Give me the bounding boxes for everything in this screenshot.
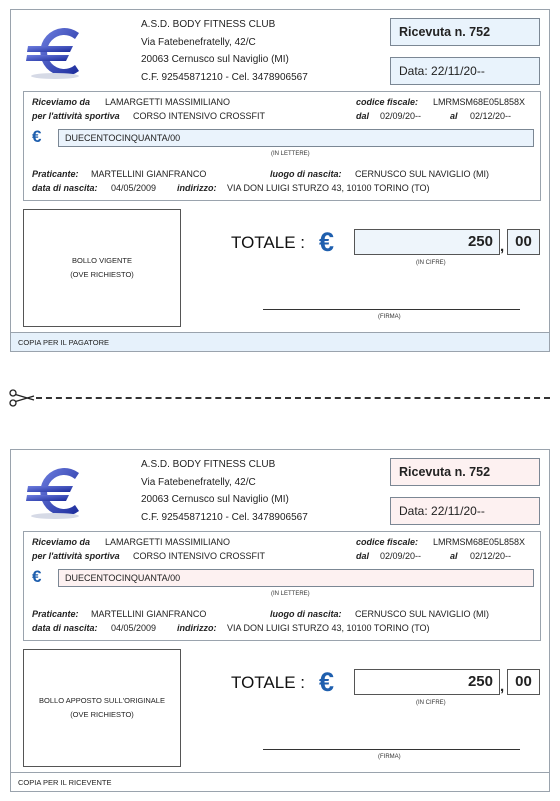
decimal-separator: , (500, 678, 505, 695)
euro-icon: € (319, 667, 335, 697)
receipt-number: Ricevuta n. 752 (390, 458, 540, 486)
dashed-cut-line (36, 397, 550, 399)
copy-footer: COPIA PER IL PAGATORE (11, 332, 549, 351)
label-praticante: Praticante: (32, 609, 79, 619)
club-tax-phone: C.F. 92545871210 - Cel. 3478906567 (141, 511, 308, 523)
label-attivita: per l'attività sportiva (32, 551, 120, 561)
stamp-box (23, 209, 181, 327)
label-al: al (450, 111, 458, 121)
amount-in-words: DUECENTOCINQUANTA/00 (58, 569, 534, 587)
codice-fiscale-value: LMRMSM68E05L858X (433, 97, 526, 107)
amount-cents: 00 (507, 229, 540, 255)
totale-label: TOTALE : (231, 233, 306, 252)
payer-name: LAMARGETTI MASSIMILIANO (105, 537, 231, 547)
euro-icon: € (32, 127, 42, 146)
address-value: VIA DON LUIGI STURZO 43, 10100 TORINO (TO) (227, 183, 430, 193)
date-from: 02/09/20-- (380, 111, 422, 121)
birthdate-value: 04/05/2009 (111, 183, 157, 193)
address-value: VIA DON LUIGI STURZO 43, 10100 TORINO (TO) (227, 623, 430, 633)
copy-footer: COPIA PER IL RICEVENTE (11, 772, 549, 791)
in-lettere-caption: (IN LETTERE) (271, 591, 310, 597)
label-indirizzo: indirizzo: (177, 183, 217, 193)
practitioner-name: MARTELLINI GIANFRANCO (91, 609, 207, 619)
club-tax-phone: C.F. 92545871210 - Cel. 3478906567 (141, 71, 308, 83)
label-dal: dal (356, 551, 370, 561)
birthplace-value: CERNUSCO SUL NAVIGLIO (MI) (355, 609, 490, 619)
payment-details (23, 91, 541, 201)
club-info (141, 456, 308, 526)
club-city: 20063 Cernusco sul Naviglio (MI) (141, 54, 289, 65)
stamp-line-2: (OVE RICHIESTO) (70, 710, 134, 719)
club-city: 20063 Cernusco sul Naviglio (MI) (141, 494, 289, 505)
club-name: A.S.D. BODY FITNESS CLUB (141, 19, 276, 30)
firma-caption: (FIRMA) (378, 754, 401, 760)
signature-line (263, 749, 520, 750)
cut-line (8, 388, 550, 408)
label-codice-fiscale: codice fiscale: (356, 97, 419, 107)
label-data-nascita: data di nascita: (32, 183, 98, 193)
practitioner-name: MARTELLINI GIANFRANCO (91, 169, 207, 179)
label-dal: dal (356, 111, 370, 121)
label-luogo-nascita: luogo di nascita: (270, 169, 342, 179)
label-praticante: Praticante: (32, 169, 79, 179)
totale-label: TOTALE : (231, 673, 306, 692)
amount-integer: 250 (354, 669, 500, 695)
scissors-icon (8, 388, 36, 408)
euro-icon: € (319, 227, 335, 257)
label-indirizzo: indirizzo: (177, 623, 217, 633)
in-cifre-caption: (IN CIFRE) (416, 260, 446, 266)
label-data-nascita: data di nascita: (32, 623, 98, 633)
activity-value: CORSO INTENSIVO CROSSFIT (133, 551, 266, 561)
in-lettere-caption: (IN LETTERE) (271, 151, 310, 157)
euro-logo-icon (25, 464, 91, 520)
receipt-payer-copy (10, 9, 550, 352)
label-riceviamo: Riceviamo da (32, 537, 91, 547)
date-from: 02/09/20-- (380, 551, 422, 561)
label-attivita: per l'attività sportiva (32, 111, 120, 121)
label-al: al (450, 551, 458, 561)
receipt-date: Data: 22/11/20-- (390, 57, 540, 85)
stamp-line-1: BOLLO VIGENTE (71, 256, 133, 265)
signature-line (263, 309, 520, 310)
receipt-date: Data: 22/11/20-- (390, 497, 540, 525)
amount-integer: 250 (354, 229, 500, 255)
payment-details (23, 531, 541, 641)
date-to: 02/12/20-- (470, 111, 512, 121)
stamp-box (23, 649, 181, 767)
label-codice-fiscale: codice fiscale: (356, 537, 419, 547)
activity-value: CORSO INTENSIVO CROSSFIT (133, 111, 266, 121)
birthdate-value: 04/05/2009 (111, 623, 157, 633)
club-address: Via Fatebenefratelly, 42/C (141, 476, 256, 488)
receipt-number: Ricevuta n. 752 (390, 18, 540, 46)
label-luogo-nascita: luogo di nascita: (270, 609, 342, 619)
euro-icon: € (32, 567, 42, 586)
amount-cents: 00 (507, 669, 540, 695)
label-riceviamo: Riceviamo da (32, 97, 91, 107)
euro-logo-icon (25, 24, 91, 80)
firma-caption: (FIRMA) (378, 314, 401, 320)
codice-fiscale-value: LMRMSM68E05L858X (433, 537, 526, 547)
in-cifre-caption: (IN CIFRE) (416, 700, 446, 706)
stamp-line-2: (OVE RICHIESTO) (70, 270, 134, 279)
club-info (141, 16, 308, 86)
payer-name: LAMARGETTI MASSIMILIANO (105, 97, 231, 107)
stamp-line-1: BOLLO APPOSTO SULL'ORIGINALE (39, 696, 165, 705)
club-name: A.S.D. BODY FITNESS CLUB (141, 459, 276, 470)
birthplace-value: CERNUSCO SUL NAVIGLIO (MI) (355, 169, 490, 179)
club-address: Via Fatebenefratelly, 42/C (141, 36, 256, 48)
amount-in-words: DUECENTOCINQUANTA/00 (58, 129, 534, 147)
date-to: 02/12/20-- (470, 551, 512, 561)
decimal-separator: , (500, 238, 505, 255)
receipt-recipient-copy (10, 449, 550, 792)
